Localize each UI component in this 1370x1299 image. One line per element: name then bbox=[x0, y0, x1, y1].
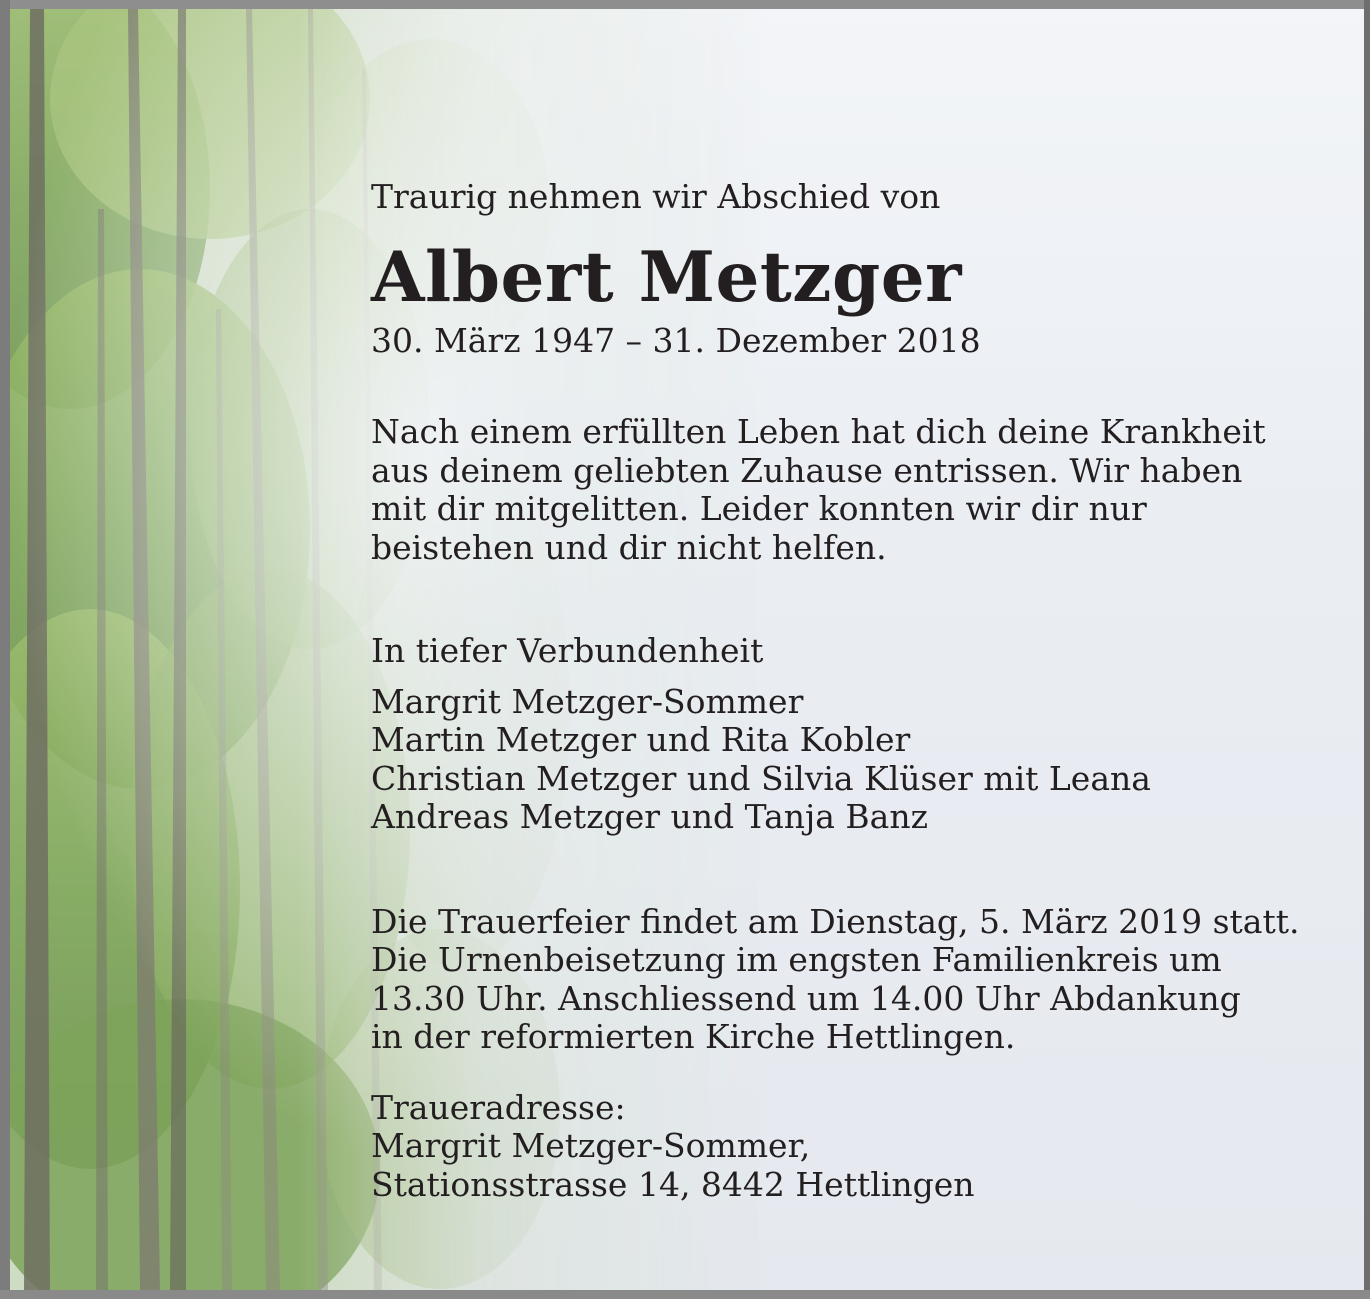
mourning-address bbox=[371, 1089, 1351, 1205]
border-top bbox=[0, 0, 1370, 9]
border-left bbox=[0, 0, 10, 1299]
family-member: Andreas Metzger und Tanja Banz bbox=[371, 797, 928, 836]
message-paragraph bbox=[371, 413, 1351, 567]
service-line: in der reformierten Kirche Hettlingen. bbox=[371, 1017, 1016, 1056]
service-line: 13.30 Uhr. Anschliessend um 14.00 Uhr Abdankung bbox=[371, 978, 1241, 1018]
message-line: mit dir mitgelitten. Leider konnten wir dir nur bbox=[371, 489, 1147, 528]
message-line: beistehen und dir nicht helfen. bbox=[371, 527, 887, 567]
message-line: aus deinem geliebten Zuhause entrissen. Wir haben bbox=[371, 450, 1243, 490]
border-bottom bbox=[0, 1290, 1370, 1299]
border-right bbox=[1364, 0, 1370, 1299]
deceased-name: Albert Metzger bbox=[371, 237, 962, 318]
service-line: Die Urnenbeisetzung im engsten Familienkreis um bbox=[371, 940, 1222, 979]
service-details bbox=[371, 903, 1351, 1057]
notice-text bbox=[371, 172, 1351, 1204]
family-list bbox=[371, 683, 1351, 837]
address-name: Margrit Metzger-Sommer, bbox=[371, 1126, 811, 1165]
service-line: Die Trauerfeier findet am Dienstag, 5. März 2019 statt. bbox=[371, 901, 1300, 941]
intro-line: Traurig nehmen wir Abschied von bbox=[371, 177, 941, 216]
verbundenheit-line: In tiefer Verbundenheit bbox=[371, 631, 764, 670]
family-member: Christian Metzger und Silvia Klüser mit Leana bbox=[371, 758, 1151, 798]
life-dates: 30. März 1947 – 31. Dezember 2018 bbox=[371, 321, 981, 360]
family-member: Martin Metzger und Rita Kobler bbox=[371, 720, 911, 759]
address-label: Traueradresse: bbox=[371, 1087, 626, 1127]
family-member: Margrit Metzger-Sommer bbox=[371, 681, 804, 721]
message-line: Nach einem erfüllten Leben hat dich deine Krankheit bbox=[371, 412, 1266, 451]
address-street: Stationsstrasse 14, 8442 Hettlingen bbox=[371, 1164, 975, 1204]
